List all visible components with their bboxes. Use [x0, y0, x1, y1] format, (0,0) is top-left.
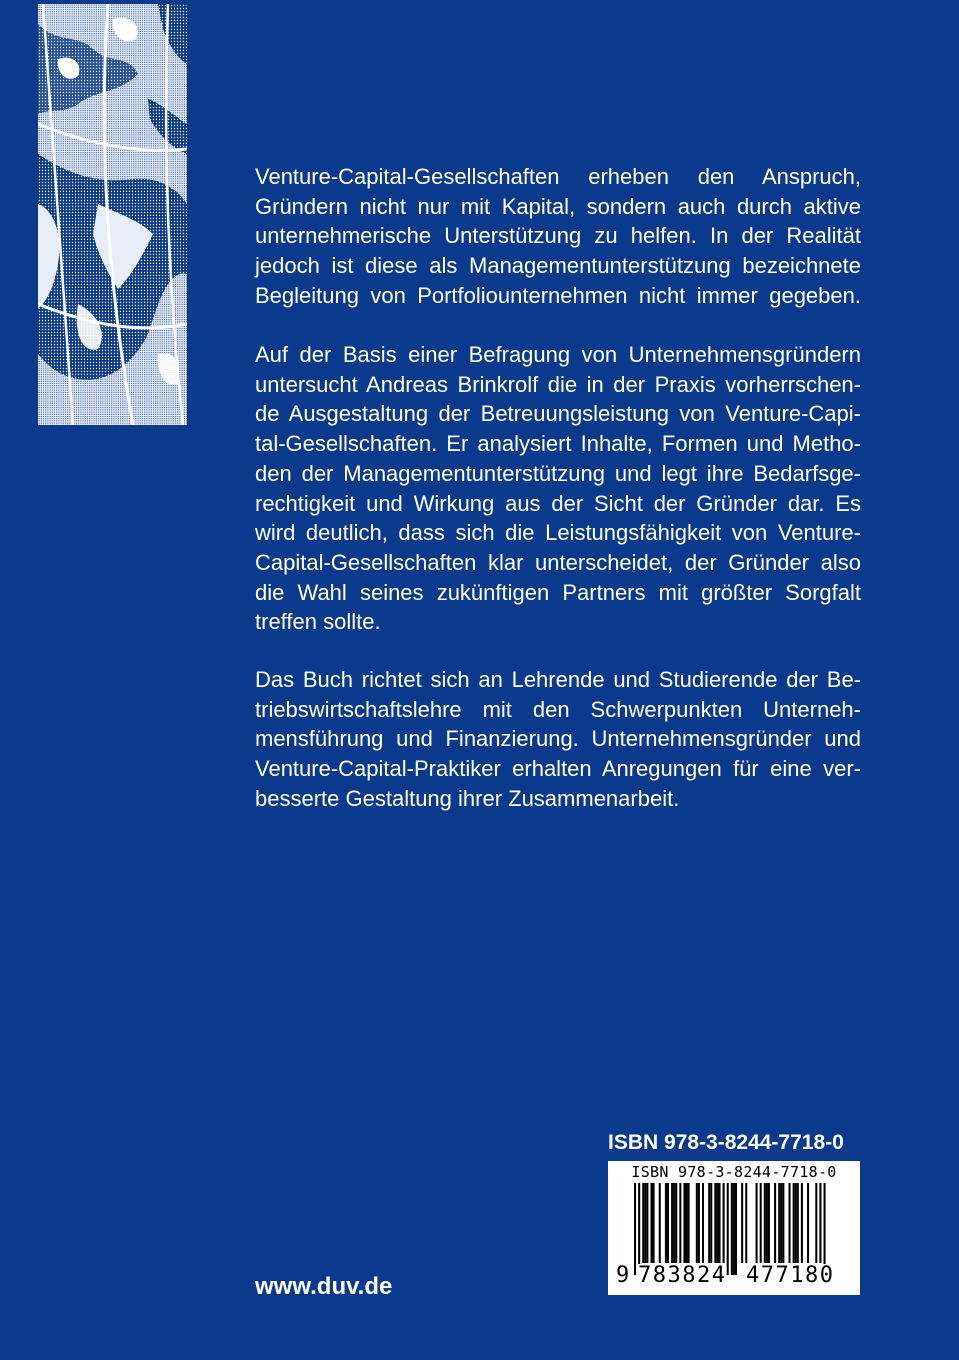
text-line: treffen sollte. [255, 609, 381, 635]
barcode-bar [675, 1183, 677, 1263]
barcode-bar [782, 1183, 784, 1263]
barcode [608, 1161, 860, 1295]
text-line: wird deutlich, dass sich die Leistungsfähigkeit von Venture- [255, 520, 861, 546]
barcode-bar [756, 1183, 758, 1263]
barcode-bar [731, 1183, 733, 1275]
website-url: www.duv.de [255, 1273, 393, 1300]
text-line: Venture-Capital-Gesellschaften erheben den Anspruch, [255, 164, 861, 189]
paragraph-intro [255, 162, 861, 311]
barcode-bar [741, 1183, 743, 1263]
isbn-label: ISBN 978-3-8244-7718-0 [608, 1131, 844, 1154]
text-line: Auf der Basis einer Befragung von Unternehmensgründern [255, 342, 861, 367]
barcode-bar [727, 1183, 729, 1275]
text-line: untersucht Andreas Brinkrolf die in der Praxis vorherrschen- [255, 371, 861, 397]
barcode-bar [659, 1183, 661, 1263]
barcode-bar [733, 1183, 735, 1275]
barcode-isbn-text: ISBN 978-3-8244-7718-0 [631, 1163, 837, 1181]
barcode-bar [716, 1183, 718, 1263]
barcode-bar [679, 1183, 681, 1263]
barcode-bar [683, 1183, 685, 1263]
barcode-right-digits: 477180 [746, 1263, 835, 1288]
barcode-bar [723, 1183, 725, 1263]
text-line: die Wahl seines zukünftigen Partners mit größter Sorgfalt [255, 579, 861, 605]
text-line: unternehmerische Unterstützung zu helfen. In der Realität [255, 223, 861, 249]
barcode-bar [644, 1183, 646, 1263]
text-line: Gründern nicht nur mit Kapital, sondern auch durch aktive [255, 193, 861, 219]
barcode-bar [698, 1183, 700, 1263]
barcode-bar [774, 1183, 776, 1263]
text-line: tal-Gesellschaften. Er analysiert Inhalte, Formen und Metho- [255, 431, 861, 457]
text-line: mensführung und Finanzierung. Unternehmensgründer und [255, 726, 861, 752]
text-line: triebswirtschaftslehre mit den Schwerpunkten Unterneh- [255, 696, 861, 722]
barcode-bar [702, 1183, 704, 1263]
text-line: Capital-Gesellschaften klar unterscheidet, der Gründer also [255, 549, 861, 575]
barcode-bar [824, 1183, 826, 1275]
barcode-bar [735, 1183, 737, 1275]
barcode-bar [797, 1183, 799, 1263]
barcode-bar [665, 1183, 667, 1263]
barcode-bar [764, 1183, 766, 1263]
barcode-bar [760, 1183, 762, 1263]
barcode-bar [718, 1183, 720, 1263]
barcode-bar [815, 1183, 817, 1263]
barcode-bar [653, 1183, 655, 1263]
barcode-bar [686, 1183, 688, 1263]
barcode-first-digit: 9 [616, 1263, 630, 1288]
barcode-bar [745, 1183, 747, 1263]
barcode-bar [634, 1183, 636, 1275]
barcode-bar [646, 1183, 648, 1263]
barcode-bar [671, 1183, 673, 1263]
text-line: den der Managementunterstützung und legt ihre Bedarfsge- [255, 460, 861, 486]
barcode-bar [642, 1183, 644, 1263]
paragraph-study [255, 340, 861, 637]
barcode-bar [807, 1183, 809, 1263]
barcode-left-digits: 783824 [638, 1263, 727, 1288]
barcode-bar [801, 1183, 803, 1263]
text-line: Begleitung von Portfoliounternehmen nicht immer gegeben. [255, 282, 861, 308]
barcode-bar [819, 1183, 821, 1263]
barcode-bar [667, 1183, 669, 1263]
barcode-bar [638, 1183, 640, 1275]
barcode-bar [650, 1183, 652, 1263]
barcode-bar [766, 1183, 768, 1263]
text-line: jedoch ist diese als Managementunterstützung bezeichnete [255, 253, 861, 279]
barcode-bar [789, 1183, 791, 1263]
barcode-bar [710, 1183, 712, 1263]
text-line: de Ausgestaltung der Betreuungsleistung von Venture-Capi- [255, 401, 861, 427]
globe-illustration [38, 4, 187, 425]
barcode-bar [795, 1183, 797, 1263]
barcode-bar [778, 1183, 780, 1263]
barcode-bar [688, 1183, 690, 1263]
barcode-bar [780, 1183, 782, 1263]
barcode-bar [714, 1183, 716, 1263]
barcode-bar [673, 1183, 675, 1263]
barcode-bar [696, 1183, 698, 1263]
text-line: besserte Gestaltung ihrer Zusammenarbeit. [255, 785, 680, 811]
text-line: Das Buch richtet sich an Lehrende und Studierende der Be- [255, 667, 861, 692]
barcode-bar [768, 1183, 770, 1263]
text-line: Venture-Capital-Praktiker erhalten Anregungen für eine ver- [255, 756, 861, 782]
barcode-bar [793, 1183, 795, 1263]
barcode-bar [708, 1183, 710, 1263]
paragraph-audience [255, 665, 861, 814]
text-line: rechtigkeit und Wirkung aus der Sicht der Gründer dar. Es [255, 490, 861, 516]
